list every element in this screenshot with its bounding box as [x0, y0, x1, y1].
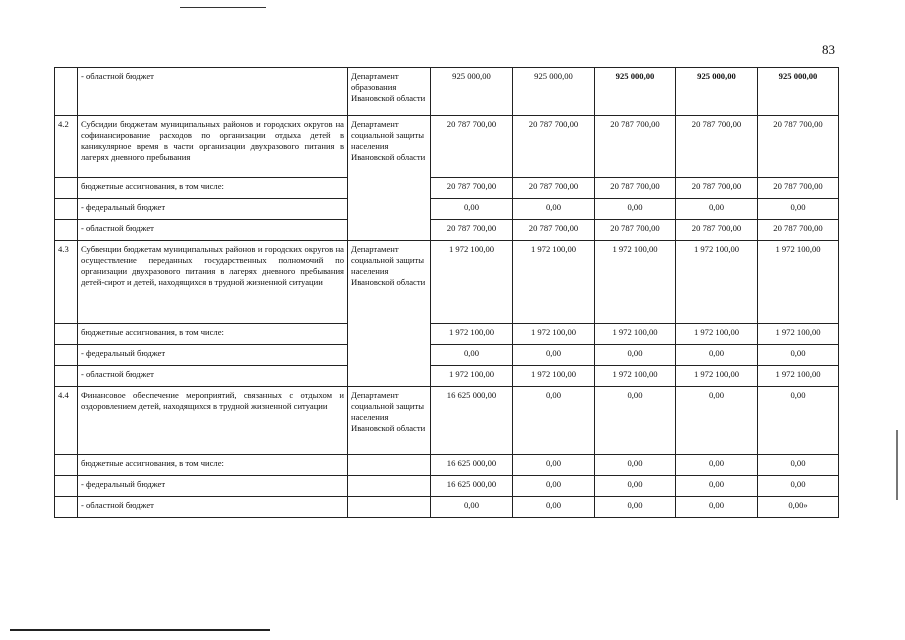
row-number [55, 68, 78, 116]
amount-cell: 0,00 [595, 497, 676, 518]
budget-row [55, 324, 839, 345]
row-number: 4.3 [55, 241, 78, 324]
row-label: Финансовое обеспечение мероприятий, связанных с отдыхом и оздоровлением детей, находящихся в трудной жизненной ситуации [78, 387, 348, 455]
amount-cell: 20 787 700,00 [676, 116, 758, 178]
amount-cell: 1 972 100,00 [676, 324, 758, 345]
row-number: 4.2 [55, 116, 78, 178]
budget-row [55, 476, 839, 497]
amount-cell: 0,00 [676, 476, 758, 497]
amount-cell: 1 972 100,00 [595, 324, 676, 345]
amount-cell: 1 972 100,00 [595, 241, 676, 324]
budget-row [55, 455, 839, 476]
amount-cell: 0,00 [513, 476, 595, 497]
amount-cell: 1 972 100,00 [758, 241, 839, 324]
row-number [55, 220, 78, 241]
amount-cell: 20 787 700,00 [431, 220, 513, 241]
amount-cell: 925 000,00 [513, 68, 595, 116]
amount-cell: 20 787 700,00 [758, 116, 839, 178]
amount-cell: 925 000,00 [431, 68, 513, 116]
amount-cell: 20 787 700,00 [595, 220, 676, 241]
bottom-rule [10, 629, 270, 631]
row-label: - областной бюджет [78, 68, 348, 116]
row-number [55, 366, 78, 387]
budget-row [55, 345, 839, 366]
row-number [55, 455, 78, 476]
department-cell [348, 455, 431, 476]
amount-cell: 0,00 [595, 455, 676, 476]
amount-cell: 1 972 100,00 [513, 324, 595, 345]
amount-cell: 16 625 000,00 [431, 476, 513, 497]
row-label: - областной бюджет [78, 497, 348, 518]
amount-cell: 20 787 700,00 [758, 178, 839, 199]
department-cell: Департамент образования Ивановской области [348, 68, 431, 116]
program-row [55, 116, 839, 178]
scan-edge-mark [896, 430, 898, 500]
amount-cell: 1 972 100,00 [676, 241, 758, 324]
row-number [55, 199, 78, 220]
program-row [55, 241, 839, 324]
department-cell: Департамент социальной защиты населения Ивановской области [348, 387, 431, 455]
row-label: бюджетные ассигнования, в том числе: [78, 178, 348, 199]
amount-cell: 20 787 700,00 [513, 220, 595, 241]
row-label: - областной бюджет [78, 220, 348, 241]
program-row [55, 387, 839, 455]
row-label: - областной бюджет [78, 366, 348, 387]
budget-row [55, 68, 839, 116]
amount-cell: 0,00 [676, 387, 758, 455]
budget-row [55, 178, 839, 199]
row-number [55, 178, 78, 199]
amount-cell: 0,00 [513, 455, 595, 476]
amount-cell: 0,00 [513, 387, 595, 455]
amount-cell: 0,00 [676, 345, 758, 366]
row-number [55, 476, 78, 497]
amount-cell: 1 972 100,00 [758, 324, 839, 345]
amount-cell: 0,00 [431, 345, 513, 366]
amount-cell: 1 972 100,00 [431, 366, 513, 387]
amount-cell: 1 972 100,00 [513, 241, 595, 324]
amount-cell: 0,00 [758, 455, 839, 476]
row-number [55, 324, 78, 345]
amount-cell: 1 972 100,00 [758, 366, 839, 387]
row-number [55, 345, 78, 366]
amount-cell: 0,00 [595, 387, 676, 455]
department-cell: Департамент социальной защиты населения Ивановской области [348, 241, 431, 387]
row-label: Субвенции бюджетам муниципальных районов и городских округов на осуществление переданных государственных полномочий по организации двухразового питания в лагерях дневного пребывания детей-сирот и детей, находящихся в трудной жизненной ситуации [78, 241, 348, 324]
amount-cell: 0,00 [595, 476, 676, 497]
amount-cell: 20 787 700,00 [513, 178, 595, 199]
department-cell [348, 497, 431, 518]
amount-cell: 1 972 100,00 [513, 366, 595, 387]
row-label: бюджетные ассигнования, в том числе: [78, 455, 348, 476]
amount-cell: 0,00 [431, 199, 513, 220]
amount-cell: 20 787 700,00 [676, 220, 758, 241]
row-number [55, 497, 78, 518]
amount-cell: 16 625 000,00 [431, 387, 513, 455]
amount-cell: 1 972 100,00 [431, 241, 513, 324]
amount-cell: 925 000,00 [676, 68, 758, 116]
amount-cell: 16 625 000,00 [431, 455, 513, 476]
amount-cell: 1 972 100,00 [431, 324, 513, 345]
amount-cell: 0,00 [513, 345, 595, 366]
amount-cell: 0,00 [676, 199, 758, 220]
department-cell: Департамент социальной защиты населения Ивановской области [348, 116, 431, 241]
amount-cell: 20 787 700,00 [595, 116, 676, 178]
amount-cell: 20 787 700,00 [758, 220, 839, 241]
amount-cell: 0,00 [758, 199, 839, 220]
amount-cell: 20 787 700,00 [431, 116, 513, 178]
row-number: 4.4 [55, 387, 78, 455]
amount-cell: 0,00 [513, 497, 595, 518]
amount-cell: 0,00 [758, 387, 839, 455]
row-label: - федеральный бюджет [78, 199, 348, 220]
amount-cell: 0,00 [758, 476, 839, 497]
amount-cell: 0,00 [513, 199, 595, 220]
amount-cell: 20 787 700,00 [431, 178, 513, 199]
budget-row [55, 199, 839, 220]
table-body [55, 68, 839, 518]
amount-cell: 20 787 700,00 [595, 178, 676, 199]
row-label: Субсидии бюджетам муниципальных районов и городских округов на софинансирование расходов по организации отдыха детей в каникулярное время в части организации двухразового питания в лагерях дневного пребывания [78, 116, 348, 178]
top-rule [180, 7, 266, 8]
department-cell [348, 476, 431, 497]
amount-cell: 925 000,00 [758, 68, 839, 116]
budget-row [55, 220, 839, 241]
budget-table [54, 67, 839, 518]
amount-cell: 0,00» [758, 497, 839, 518]
amount-cell: 0,00 [595, 199, 676, 220]
amount-cell: 925 000,00 [595, 68, 676, 116]
amount-cell: 1 972 100,00 [595, 366, 676, 387]
row-label: бюджетные ассигнования, в том числе: [78, 324, 348, 345]
amount-cell: 1 972 100,00 [676, 366, 758, 387]
amount-cell: 20 787 700,00 [513, 116, 595, 178]
amount-cell: 0,00 [676, 497, 758, 518]
amount-cell: 0,00 [758, 345, 839, 366]
amount-cell: 0,00 [431, 497, 513, 518]
amount-cell: 0,00 [595, 345, 676, 366]
budget-row [55, 497, 839, 518]
row-label: - федеральный бюджет [78, 345, 348, 366]
amount-cell: 20 787 700,00 [676, 178, 758, 199]
amount-cell: 0,00 [676, 455, 758, 476]
row-label: - федеральный бюджет [78, 476, 348, 497]
budget-row [55, 366, 839, 387]
page-number: 83 [822, 42, 835, 57]
